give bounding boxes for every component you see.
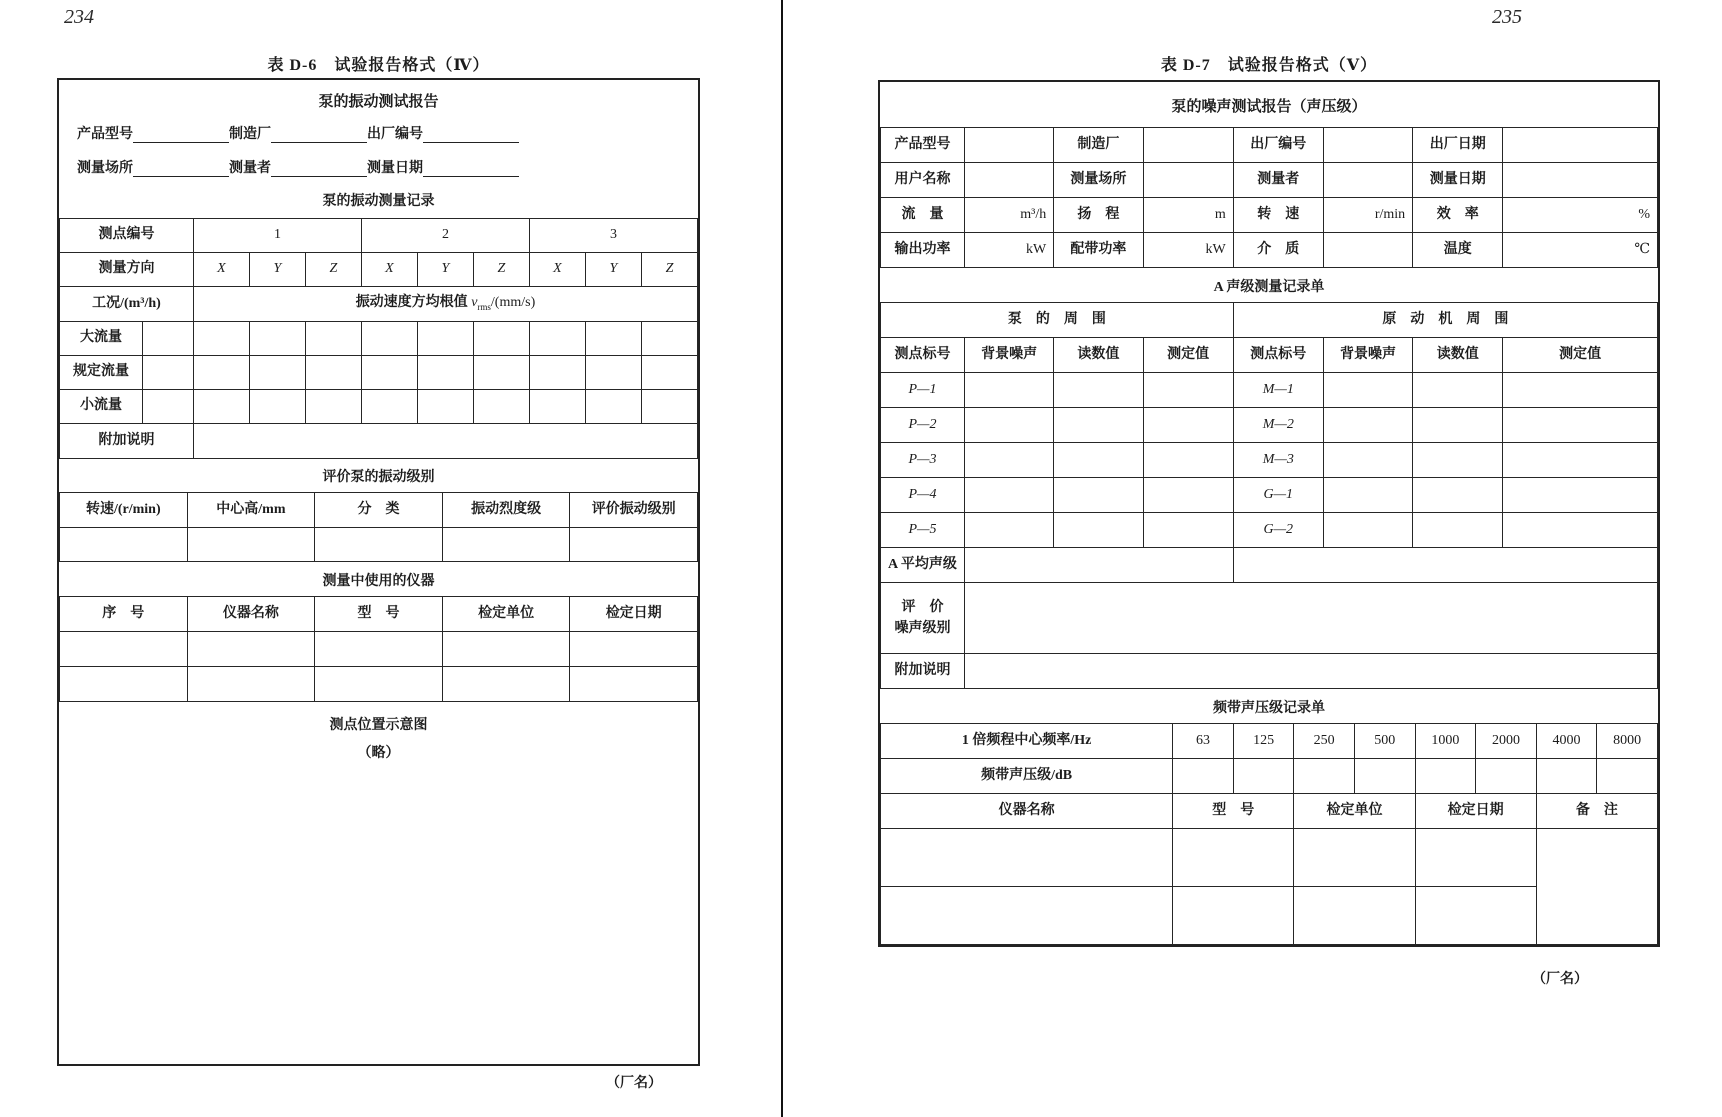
empty-cell bbox=[1233, 548, 1657, 583]
empty-cell bbox=[249, 356, 305, 390]
empty-cell bbox=[964, 128, 1053, 163]
large-flow-label: 大流量 bbox=[60, 322, 143, 356]
dir-x2: X bbox=[361, 253, 417, 287]
vibration-grade-title: 评价泵的振动级别 bbox=[322, 470, 435, 485]
empty-cell bbox=[1143, 128, 1233, 163]
vibration-record-table bbox=[59, 218, 698, 459]
empty-cell bbox=[417, 322, 473, 356]
form-d7 bbox=[878, 80, 1660, 947]
empty-cell bbox=[529, 356, 585, 390]
a-level-record-title: A 声级测量记录单 bbox=[1213, 279, 1325, 295]
empty-cell bbox=[60, 528, 188, 562]
empty-cell bbox=[570, 528, 698, 562]
a-level-header-row bbox=[881, 338, 1658, 373]
point-number-row bbox=[60, 219, 698, 253]
empty-cell bbox=[1354, 759, 1415, 794]
large-flow-row bbox=[60, 322, 698, 356]
table-d7-title: 表 D-7 试验报告格式（Ⅴ） bbox=[1160, 57, 1378, 74]
driver-surround-header: 原 动 机 周 围 bbox=[1233, 303, 1657, 338]
note-label: 附加说明 bbox=[60, 424, 194, 459]
dir-x3: X bbox=[529, 253, 585, 287]
fill-line-2 bbox=[77, 156, 680, 177]
table-d6-title: 表 D-6 试验报告格式（Ⅳ） bbox=[267, 57, 490, 74]
empty-cell bbox=[142, 390, 193, 424]
empty-cell bbox=[193, 322, 249, 356]
product-model-label: 产品型号 bbox=[881, 128, 965, 163]
vibration-grade-table bbox=[59, 492, 698, 562]
form-d6 bbox=[57, 78, 700, 1066]
dir-z2: Z bbox=[473, 253, 529, 287]
empty-cell bbox=[964, 163, 1053, 198]
verify-date-header: 检定日期 bbox=[570, 597, 698, 632]
small-flow-label: 小流量 bbox=[60, 390, 143, 424]
class-header: 分 类 bbox=[315, 493, 443, 528]
driver-point-g1: G—1 bbox=[1233, 478, 1323, 513]
point-1: 1 bbox=[193, 219, 361, 253]
empty-cell bbox=[1503, 163, 1658, 198]
empty-cell bbox=[1054, 478, 1143, 513]
band-pressure-table bbox=[880, 723, 1658, 794]
empty-cell bbox=[1054, 443, 1143, 478]
empty-cell bbox=[249, 322, 305, 356]
flow-unit: m³/h bbox=[964, 198, 1053, 233]
empty-cell bbox=[1415, 887, 1536, 945]
point-mark-header: 测点标号 bbox=[1233, 338, 1323, 373]
empty-cell bbox=[641, 322, 697, 356]
small-flow-row bbox=[60, 390, 698, 424]
instrument-header-row bbox=[881, 794, 1658, 829]
empty-cell bbox=[1323, 373, 1412, 408]
empty-cell bbox=[1294, 759, 1355, 794]
empty-cell bbox=[187, 632, 315, 667]
freq-125: 125 bbox=[1233, 724, 1294, 759]
a-average-row bbox=[881, 548, 1658, 583]
point-mark-header: 测点标号 bbox=[881, 338, 965, 373]
empty-cell bbox=[1323, 478, 1412, 513]
center-frequency-label: 1 倍频程中心频率/Hz bbox=[881, 724, 1173, 759]
diagram-title: 测点位置示意图 bbox=[329, 718, 428, 733]
info-row-1 bbox=[881, 128, 1658, 163]
empty-cell bbox=[1415, 829, 1536, 887]
empty-cell bbox=[881, 887, 1173, 945]
instrument-header-row bbox=[60, 597, 698, 632]
noise-info-table bbox=[880, 127, 1658, 268]
noise-grade-label: 评 价 噪声级别 bbox=[881, 583, 965, 654]
surround-group-row bbox=[881, 303, 1658, 338]
info-row-3 bbox=[881, 198, 1658, 233]
empty-cell bbox=[442, 667, 570, 702]
a-level-table bbox=[880, 302, 1658, 689]
empty-cell bbox=[193, 390, 249, 424]
direction-label: 测量方向 bbox=[60, 253, 194, 287]
fill-line-1 bbox=[77, 122, 680, 143]
empty-cell bbox=[1413, 373, 1503, 408]
info-row-4 bbox=[881, 233, 1658, 268]
band-db-row bbox=[881, 759, 1658, 794]
serial-number-label: 出厂编号 bbox=[1233, 128, 1323, 163]
grade-eval-header: 评价振动级别 bbox=[570, 493, 698, 528]
pump-point-p3: P—3 bbox=[881, 443, 965, 478]
condition-row bbox=[60, 287, 698, 322]
empty-cell bbox=[1323, 443, 1412, 478]
manufacturer-blank bbox=[271, 126, 367, 143]
pump-point-p5: P—5 bbox=[881, 513, 965, 548]
pump-point-p2: P—2 bbox=[881, 408, 965, 443]
empty-cell bbox=[1413, 513, 1503, 548]
flow-label: 流 量 bbox=[881, 198, 965, 233]
dir-y1: Y bbox=[249, 253, 305, 287]
page-gutter-line bbox=[781, 0, 783, 1117]
fitted-power-label: 配带功率 bbox=[1054, 233, 1143, 268]
a-level-data-row bbox=[881, 443, 1658, 478]
center-height-header: 中心高/mm bbox=[187, 493, 315, 528]
empty-cell bbox=[1503, 478, 1658, 513]
model-header: 型 号 bbox=[315, 597, 443, 632]
grade-data-row bbox=[60, 528, 698, 562]
direction-row bbox=[60, 253, 698, 287]
empty-cell bbox=[1173, 829, 1294, 887]
reading-header: 读数值 bbox=[1054, 338, 1143, 373]
speed-unit: r/min bbox=[1323, 198, 1412, 233]
empty-cell bbox=[361, 322, 417, 356]
empty-cell bbox=[249, 390, 305, 424]
a-level-data-row bbox=[881, 513, 1658, 548]
empty-cell bbox=[1054, 513, 1143, 548]
empty-cell bbox=[1294, 887, 1415, 945]
temperature-label: 温度 bbox=[1413, 233, 1503, 268]
empty-cell bbox=[1143, 443, 1233, 478]
user-name-label: 用户名称 bbox=[881, 163, 965, 198]
temperature-unit: ℃ bbox=[1503, 233, 1658, 268]
empty-cell bbox=[1143, 163, 1233, 198]
measurer-label: 测量者 bbox=[1233, 163, 1323, 198]
empty-cell bbox=[964, 513, 1053, 548]
empty-cell bbox=[964, 408, 1053, 443]
empty-cell bbox=[1323, 513, 1412, 548]
empty-cell bbox=[641, 390, 697, 424]
freq-63: 63 bbox=[1173, 724, 1234, 759]
driver-point-m1: M—1 bbox=[1233, 373, 1323, 408]
product-model-blank bbox=[133, 126, 229, 143]
freq-1000: 1000 bbox=[1415, 724, 1476, 759]
empty-cell bbox=[305, 322, 361, 356]
empty-cell bbox=[570, 632, 698, 667]
a-level-data-row bbox=[881, 373, 1658, 408]
empty-cell bbox=[361, 390, 417, 424]
point-number-label: 测点编号 bbox=[60, 219, 194, 253]
empty-cell bbox=[585, 322, 641, 356]
noise-grade-row bbox=[881, 583, 1658, 654]
dir-z1: Z bbox=[305, 253, 361, 287]
empty-cell bbox=[473, 322, 529, 356]
empty-cell bbox=[1323, 128, 1412, 163]
vrms-header: 振动速度方均根值 $v_{rms}/(mm/s)$ bbox=[193, 287, 697, 322]
empty-cell bbox=[964, 654, 1657, 689]
product-model-label: 产品型号 bbox=[77, 127, 133, 142]
empty-cell bbox=[315, 528, 443, 562]
noise-note-row bbox=[881, 654, 1658, 689]
instruments-table-d7 bbox=[880, 793, 1658, 945]
a-level-data-row bbox=[881, 478, 1658, 513]
empty-cell bbox=[1476, 759, 1537, 794]
empty-cell bbox=[964, 373, 1053, 408]
dir-z3: Z bbox=[641, 253, 697, 287]
empty-cell bbox=[1173, 759, 1234, 794]
a-average-label: A 平均声级 bbox=[881, 548, 965, 583]
verify-unit-header: 检定单位 bbox=[442, 597, 570, 632]
remark-merged-cell bbox=[1536, 829, 1657, 945]
output-power-label: 输出功率 bbox=[881, 233, 965, 268]
note-row bbox=[60, 424, 698, 459]
empty-cell bbox=[60, 667, 188, 702]
measured-header: 测定值 bbox=[1503, 338, 1658, 373]
page-number-right: 235 bbox=[1492, 6, 1522, 28]
speed-header: 转速/(r/min) bbox=[60, 493, 188, 528]
empty-cell bbox=[473, 390, 529, 424]
empty-cell bbox=[570, 667, 698, 702]
medium-value bbox=[1323, 233, 1412, 268]
measurer-label: 测量者 bbox=[229, 161, 271, 176]
rated-flow-row bbox=[60, 356, 698, 390]
empty-cell bbox=[1054, 408, 1143, 443]
empty-cell bbox=[305, 356, 361, 390]
serial-number-label: 出厂编号 bbox=[367, 127, 423, 142]
measure-place-label: 测量场所 bbox=[1054, 163, 1143, 198]
empty-cell bbox=[1415, 759, 1476, 794]
instrument-data-row bbox=[60, 667, 698, 702]
empty-cell bbox=[881, 829, 1173, 887]
empty-cell bbox=[1413, 408, 1503, 443]
empty-cell bbox=[1413, 443, 1503, 478]
efficiency-label: 效 率 bbox=[1413, 198, 1503, 233]
model-header: 型 号 bbox=[1173, 794, 1294, 829]
empty-cell bbox=[964, 583, 1657, 654]
verify-date-header: 检定日期 bbox=[1415, 794, 1536, 829]
head-label: 扬 程 bbox=[1054, 198, 1143, 233]
empty-cell bbox=[964, 443, 1053, 478]
output-power-unit: kW bbox=[964, 233, 1053, 268]
rated-flow-label: 规定流量 bbox=[60, 356, 143, 390]
freq-8000: 8000 bbox=[1597, 724, 1658, 759]
factory-name-label-right: （厂名） bbox=[1532, 972, 1588, 987]
speed-label: 转 速 bbox=[1233, 198, 1323, 233]
head-unit: m bbox=[1143, 198, 1233, 233]
empty-cell bbox=[529, 390, 585, 424]
empty-cell bbox=[473, 356, 529, 390]
empty-cell bbox=[187, 667, 315, 702]
freq-250: 250 bbox=[1294, 724, 1355, 759]
empty-cell bbox=[1536, 759, 1597, 794]
diagram-omitted-note: （略） bbox=[357, 746, 400, 761]
pump-point-p4: P—4 bbox=[881, 478, 965, 513]
measure-date-label: 测量日期 bbox=[367, 161, 423, 176]
empty-cell bbox=[1597, 759, 1658, 794]
dir-y2: Y bbox=[417, 253, 473, 287]
empty-cell bbox=[1503, 373, 1658, 408]
band-pressure-record-title: 频带声压级记录单 bbox=[1213, 700, 1325, 716]
info-row-2 bbox=[881, 163, 1658, 198]
freq-4000: 4000 bbox=[1536, 724, 1597, 759]
empty-cell bbox=[1294, 829, 1415, 887]
measuring-point-diagram bbox=[59, 702, 698, 1064]
empty-cell bbox=[529, 322, 585, 356]
empty-cell bbox=[585, 356, 641, 390]
empty-cell bbox=[1143, 408, 1233, 443]
fitted-power-unit: kW bbox=[1143, 233, 1233, 268]
vibration-report-title: 泵的振动测试报告 bbox=[318, 94, 439, 110]
verify-unit-header: 检定单位 bbox=[1294, 794, 1415, 829]
empty-cell bbox=[187, 528, 315, 562]
empty-cell bbox=[1503, 128, 1658, 163]
measurer-blank bbox=[271, 160, 367, 177]
instrument-name-header: 仪器名称 bbox=[187, 597, 315, 632]
freq-500: 500 bbox=[1354, 724, 1415, 759]
dir-x1: X bbox=[193, 253, 249, 287]
a-level-data-row bbox=[881, 408, 1658, 443]
empty-cell bbox=[1233, 759, 1294, 794]
empty-cell bbox=[1503, 513, 1658, 548]
form-d6-header bbox=[59, 80, 698, 219]
instrument-name-header: 仪器名称 bbox=[881, 794, 1173, 829]
efficiency-unit: % bbox=[1503, 198, 1658, 233]
empty-cell bbox=[1503, 443, 1658, 478]
empty-cell bbox=[60, 632, 188, 667]
background-noise-header: 背景噪声 bbox=[964, 338, 1053, 373]
measured-header: 测定值 bbox=[1143, 338, 1233, 373]
empty-cell bbox=[1323, 163, 1412, 198]
empty-cell bbox=[1503, 408, 1658, 443]
empty-cell bbox=[442, 528, 570, 562]
factory-name-label-left: （厂名） bbox=[606, 1076, 662, 1091]
driver-point-m2: M—2 bbox=[1233, 408, 1323, 443]
manufacturer-label: 制造厂 bbox=[229, 127, 271, 142]
ship-date-label: 出厂日期 bbox=[1413, 128, 1503, 163]
empty-cell bbox=[315, 667, 443, 702]
center-frequency-row bbox=[881, 724, 1658, 759]
noise-report-title: 泵的噪声测试报告（声压级） bbox=[1171, 98, 1367, 115]
empty-cell bbox=[1413, 478, 1503, 513]
empty-cell bbox=[193, 356, 249, 390]
manufacturer-label: 制造厂 bbox=[1054, 128, 1143, 163]
empty-cell bbox=[442, 632, 570, 667]
seq-header: 序 号 bbox=[60, 597, 188, 632]
empty-cell bbox=[417, 390, 473, 424]
instrument-data-row bbox=[60, 632, 698, 667]
point-2: 2 bbox=[361, 219, 529, 253]
empty-cell bbox=[1143, 478, 1233, 513]
background-noise-header: 背景噪声 bbox=[1323, 338, 1412, 373]
empty-cell bbox=[315, 632, 443, 667]
empty-cell bbox=[361, 356, 417, 390]
note-label: 附加说明 bbox=[881, 654, 965, 689]
empty-cell bbox=[142, 356, 193, 390]
band-db-label: 频带声压级/dB bbox=[881, 759, 1173, 794]
measure-place-label: 测量场所 bbox=[77, 161, 133, 176]
empty-cell bbox=[417, 356, 473, 390]
remark-header: 备 注 bbox=[1536, 794, 1657, 829]
serial-number-blank bbox=[423, 126, 519, 143]
empty-cell bbox=[1143, 373, 1233, 408]
pump-surround-header: 泵 的 周 围 bbox=[881, 303, 1234, 338]
condition-label: 工况/(m³/h) bbox=[60, 287, 194, 322]
empty-cell bbox=[585, 390, 641, 424]
page-number-left: 234 bbox=[64, 6, 94, 28]
measure-date-blank bbox=[423, 160, 519, 177]
severity-header: 振动烈度级 bbox=[442, 493, 570, 528]
freq-2000: 2000 bbox=[1476, 724, 1537, 759]
empty-cell bbox=[305, 390, 361, 424]
empty-cell bbox=[142, 322, 193, 356]
point-3: 3 bbox=[529, 219, 697, 253]
measure-place-blank bbox=[133, 160, 229, 177]
instruments-table-d6 bbox=[59, 596, 698, 702]
empty-cell bbox=[1143, 513, 1233, 548]
empty-cell bbox=[1323, 408, 1412, 443]
driver-point-g2: G—2 bbox=[1233, 513, 1323, 548]
empty-cell bbox=[964, 478, 1053, 513]
empty-cell bbox=[1054, 373, 1143, 408]
medium-label: 介 质 bbox=[1233, 233, 1323, 268]
empty-cell bbox=[1173, 887, 1294, 945]
reading-header: 读数值 bbox=[1413, 338, 1503, 373]
vibration-record-title: 泵的振动测量记录 bbox=[322, 194, 435, 209]
empty-cell bbox=[193, 424, 697, 459]
instrument-data-row bbox=[881, 829, 1658, 887]
pump-point-p1: P—1 bbox=[881, 373, 965, 408]
empty-cell bbox=[641, 356, 697, 390]
instruments-used-title: 测量中使用的仪器 bbox=[322, 573, 435, 589]
grade-header-row bbox=[60, 493, 698, 528]
measure-date-label: 测量日期 bbox=[1413, 163, 1503, 198]
dir-y3: Y bbox=[585, 253, 641, 287]
empty-cell bbox=[964, 548, 1233, 583]
driver-point-m3: M—3 bbox=[1233, 443, 1323, 478]
